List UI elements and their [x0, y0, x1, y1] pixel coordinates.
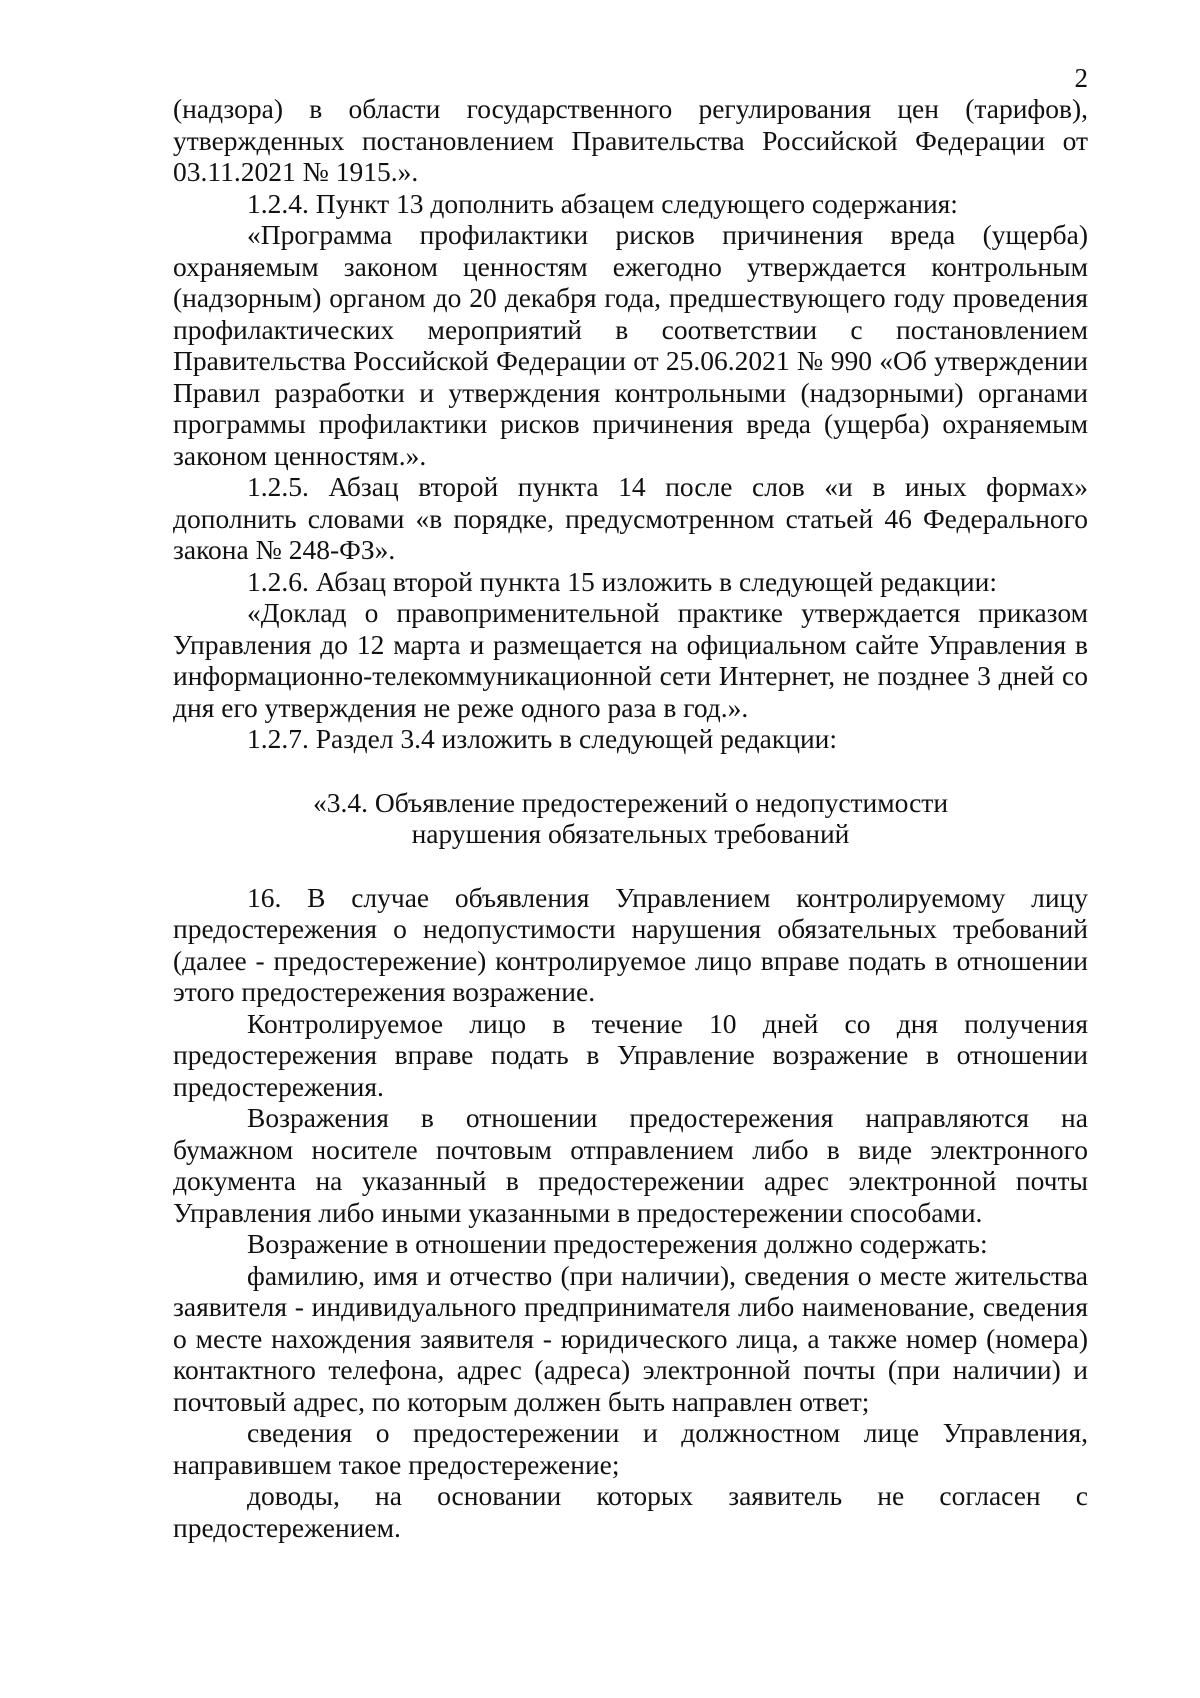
paragraph-item-1-2-6: 1.2.6. Абзац второй пункта 15 изложить в следующей редакции:	[247, 565, 998, 597]
paragraph-continuation: (надзора) в области государственного регулирования цен (тарифов), утвержденных постановлением Правительства Российской Федерации от 03.11.2021 № 1915.».	[173, 93, 1088, 187]
page-number: 2	[1074, 63, 1088, 93]
paragraph-item-1-2-4: 1.2.4. Пункт 13 дополнить абзацем следующего содержания:	[247, 187, 958, 219]
paragraph-item-1-2-7: 1.2.7. Раздел 3.4 изложить в следующей редакции:	[247, 723, 838, 754]
paragraph-contents-item-3: доводы, на основании которых заявитель не согласен с предостережением.	[173, 1480, 1088, 1543]
paragraph-16: 16. В случае объявления Управлением контролируемому лицу предостережения о недопустимости нарушения обязательных требований (далее - предостережение) контролируемое лицо вправе подать в отношении этого предостережения возражение.	[173, 881, 1088, 1007]
paragraph-objection-deadline: Контролируемое лицо в течение 10 дней со дня получения предостережения вправе подать в Управление возражение в отношении предостережения.	[173, 1007, 1088, 1102]
document-body	[173, 93, 1088, 1543]
section-heading-line-1: «3.4. Объявление предостережений о недопустимости	[312, 786, 949, 818]
spacer	[173, 850, 1088, 882]
paragraph-item-1-2-5: 1.2.5. Абзац второй пункта 14 после слов «и в иных формах» дополнить словами «в порядке, предусмотренном статьей 46 Федерального закона № 248-ФЗ».	[173, 471, 1088, 565]
paragraph-contents-item-1: фамилию, имя и отчество (при наличии), сведения о месте жительства заявителя - индивидуального предпринимателя либо наименование, сведения о месте нахождения заявителя - юридического лица, а также номер (номера) контактного телефона, адрес (адреса) электронной почты (при наличии) и почтовый адрес, по которым должен быть направлен ответ;	[173, 1259, 1088, 1417]
paragraph-quote-program: «Программа профилактики рисков причинения вреда (ущерба) охраняемым законом ценностям ежегодно утверждается контрольным (надзорным) органом до 20 декабря года, предшествующего году проведения профилактических мероприятий в соответствии с постановлением Правительства Российской Федерации от 25.06.2021 № 990 «Об утверждении Правил разработки и утверждения контрольными (надзорными) органами программы профилактики рисков причинения вреда (ущерба) охраняемым законом ценностям.».	[173, 219, 1088, 471]
spacer	[173, 755, 1088, 787]
paragraph-objection-contents: Возражение в отношении предостережения должно содержать:	[247, 1228, 988, 1259]
paragraph-quote-report: «Доклад о правоприменительной практике утверждается приказом Управления до 12 марта и размещается на официальном сайте Управления в информационно-телекоммуникационной сети Интернет, не позднее 3 дней со дня его утверждения не реже одного раза в год.».	[173, 597, 1088, 723]
paragraph-objection-delivery: Возражения в отношении предостережения направляются на бумажном носителе почтовым отправлением либо в виде электронного документа на указанный в предостережении адрес электронной почты Управления либо иными указанными в предостережении способами.	[173, 1102, 1088, 1228]
section-heading-line-2: нарушения обязательных требований	[411, 818, 850, 849]
paragraph-contents-item-2: сведения о предостережении и должностном лице Управления, направившем такое предостережение;	[173, 1417, 1088, 1480]
